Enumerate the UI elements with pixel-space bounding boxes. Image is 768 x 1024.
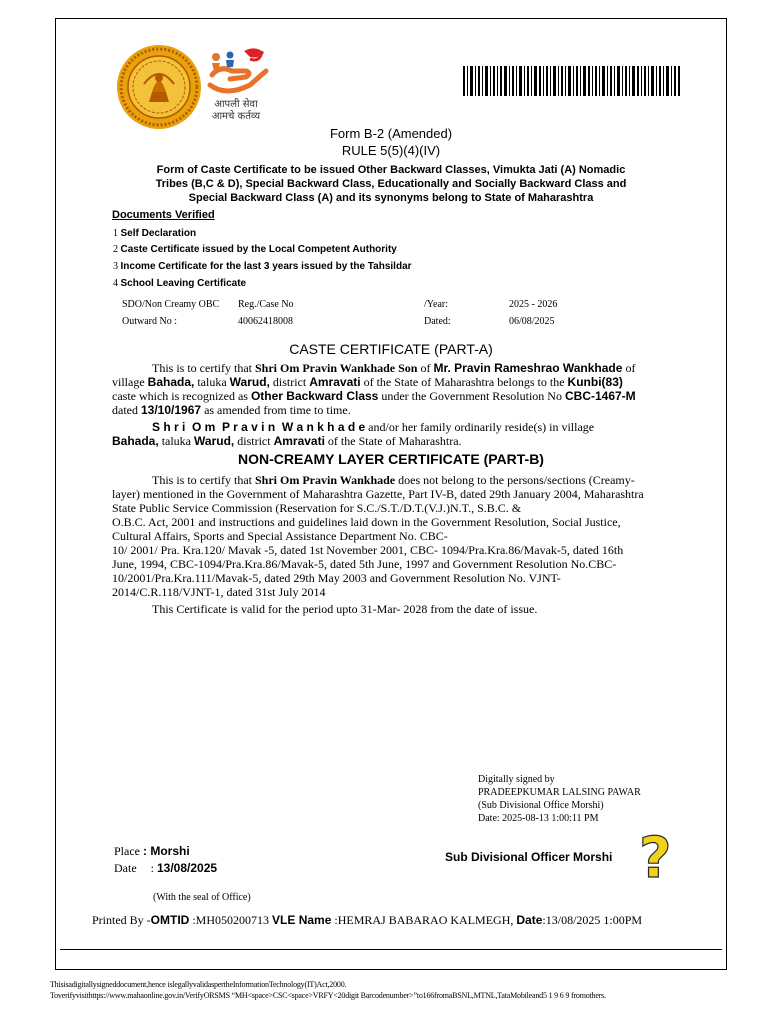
text: of [622, 361, 636, 375]
place-value: : Morshi [143, 844, 190, 858]
text: This is to certify that [152, 473, 255, 487]
rule-title: RULE 5(5)(4)(IV) [341, 143, 441, 158]
part-a-line [112, 403, 712, 417]
form-description-line: Tribes (B,C & D), Special Backward Class, Educationally and Socially Backward Class and [155, 178, 627, 190]
validity-line: This Certificate is valid for the period upto 31-Mar- 2028 from the date of issue. [152, 602, 538, 616]
certificate-sheet [55, 18, 727, 970]
document-item [113, 244, 397, 255]
part-b-line: State Public Service Commission (Reservation for S.C./S.T./D.T.(V.J.)N.T., S.B.C. & [112, 501, 522, 515]
text: dated [112, 403, 141, 417]
part-b-paragraph [112, 473, 712, 616]
part-b-line: layer) mentioned in the Government of Maharashtra Gazette, Part IV-B, dated 29th January 2004, Maharashtra [112, 487, 644, 501]
part-b-line: 10/2001/Pra.Kra.111/Mavak-5, dated 29th May 2003 and Government Resolution No. VJNT- [112, 571, 561, 585]
part-b-line: June, 1994, CBC-1094/Pra.Kra.86/Mavak-5, dated 5th June, 1997 and Government Resolution No.CBC- [112, 557, 617, 571]
outward-label: Outward No : [122, 316, 177, 327]
text: district [269, 375, 310, 389]
text: of the State of Maharashtra. [324, 434, 462, 448]
printed-by-line [92, 913, 642, 928]
logo-tagline [196, 99, 276, 123]
dated-value: 06/08/2025 [509, 316, 555, 327]
signature-line: Digitally signed by [478, 774, 555, 785]
vle-value: :HEMRAJ BABARAO KALMEGH, [331, 913, 517, 927]
document-item-text: Income Certificate for the last 3 years issued by the Tahsildar [120, 261, 412, 272]
printed-date-label: Date [516, 913, 543, 927]
reg-case-label: Reg./Case No [238, 299, 294, 310]
signature-line: (Sub Divisional Office Morshi) [478, 800, 604, 811]
seal-note: (With the seal of Office) [153, 892, 251, 903]
document-item [113, 278, 246, 289]
form-description [56, 163, 726, 205]
document-item-num: 3 [113, 261, 118, 272]
document-item-text: School Leaving Certificate [120, 278, 247, 289]
printed-by-prefix: Printed By - [92, 913, 151, 927]
maharashtra-state-seal-icon [116, 44, 202, 130]
printed-date-value: :13/08/2025 1:00PM [542, 913, 643, 927]
text: district [234, 434, 274, 448]
logo-tagline-line2: आमचे कर्तव्य [211, 111, 261, 122]
village: Bahada, [147, 375, 195, 389]
part-a-paragraph [112, 361, 712, 448]
form-description-line: Form of Caste Certificate to be issued Other Backward Classes, Vimukta Jati (A) Nomadic [156, 164, 626, 176]
part-a-line [112, 375, 712, 389]
part-b-title: NON-CREAMY LAYER CERTIFICATE (PART-B) [238, 451, 544, 467]
father-name: Mr. Pravin Rameshrao Wankhade [433, 361, 623, 375]
text: taluka [194, 375, 230, 389]
applicant-name: Shri Om Pravin Wankhade Son [254, 361, 418, 375]
officer-title: Sub Divisional Officer Morshi [445, 850, 613, 864]
document-item-num: 2 [113, 244, 118, 255]
text: This is to certify that [152, 361, 255, 375]
text: caste which is recognized as [112, 389, 251, 403]
signer-name: PRADEEPKUMAR LALSING PAWAR [478, 787, 641, 798]
part-b-line: 2014/C.R.118/VJNT-1, dated 31st July 2014 [112, 585, 326, 599]
part-a-title: CASTE CERTIFICATE (PART-A) [289, 341, 493, 357]
text: as amended from time to time. [201, 403, 351, 417]
year-label: /Year: [424, 299, 448, 310]
gr-date: 13/10/1967 [141, 403, 202, 417]
document-item-num: 4 [113, 278, 118, 289]
part-a-line [112, 434, 712, 448]
digital-signature-block [478, 773, 641, 825]
category: Other Backward Class [250, 389, 379, 403]
footer-divider [60, 949, 722, 950]
place-label: Place [114, 844, 140, 858]
part-b-line: Cultural Affairs, Sports and Special Assistance Department No. CBC- [112, 529, 448, 543]
signature-date: Date: 2025-08-13 1:00:11 PM [478, 813, 599, 824]
part-a-line [112, 361, 712, 375]
date-label: Date [114, 861, 137, 875]
form-description-line: Special Backward Class (A) and its synonyms belong to State of Maharashtra [188, 192, 594, 204]
part-a-line [112, 389, 712, 403]
question-mark-icon: ? [639, 826, 672, 891]
document-item [113, 261, 412, 272]
year-value: 2025 - 2026 [509, 299, 558, 310]
text: does not belong to the persons/sections (Creamy- [395, 473, 635, 487]
date-row [114, 861, 217, 876]
part-a-line [112, 420, 712, 434]
document-item-text: Self Declaration [120, 228, 197, 239]
verify-note: Toverifyvisithttps://www.mahaonline.gov.in/VerifyORSMS “MH<space>CSC<space>VRFY<20digit Barcodenumber>”to166fromaBSNL,MTNL,TataMobileand5 1 9 6 9 fromothers. [50, 991, 606, 1000]
legal-note: Thisisadigitallysigneddocument,hence islegallyvalidaspertheInformationTechnology(IT)Act,2000. [50, 980, 347, 989]
district: Amravati [309, 375, 361, 389]
logo-tagline-line1: आपली सेवा [214, 99, 258, 110]
barcode-icon [463, 66, 681, 96]
outward-value: 40062418008 [238, 316, 293, 327]
applicant-name-spaced: S h r i O m P r a v i n W a n k h a d e [152, 420, 366, 434]
documents-verified-heading: Documents Verified [112, 209, 215, 221]
text: taluka [158, 434, 195, 448]
gr-number: CBC-1467-M [564, 389, 636, 403]
village: Bahada, [112, 434, 159, 448]
part-b-line: O.B.C. Act, 2001 and instructions and guidelines laid down in the Government Resolution, Social Justice, [112, 515, 621, 529]
taluka: Warud, [194, 434, 235, 448]
omtid-label: OMTID [150, 913, 190, 927]
document-item-text: Caste Certificate issued by the Local Competent Authority [120, 244, 397, 255]
text: of the State of Maharashtra belongs to the [360, 375, 568, 389]
dated-label: Dated: [424, 316, 451, 327]
part-b-line: 10/ 2001/ Pra. Kra.120/ Mavak -5, dated 1st November 2001, CBC- 1094/Pra.Kra.86/Mavak-5, dated 16th [112, 543, 624, 557]
taluka: Warud, [229, 375, 270, 389]
omtid-value: :MH050200713 [189, 913, 273, 927]
date-value: 13/08/2025 [157, 861, 218, 875]
applicant-name: Shri Om Pravin Wankhade [254, 473, 396, 487]
document-item-num: 1 [113, 228, 118, 239]
aapli-seva-hands-logo-icon [206, 45, 272, 101]
vle-label: VLE Name [272, 913, 332, 927]
text: village [112, 375, 148, 389]
district: Amravati [273, 434, 325, 448]
document-item [113, 228, 196, 239]
form-title: Form B-2 (Amended) [329, 126, 453, 141]
place-row [114, 844, 190, 859]
text: under the Government Resolution No [378, 389, 565, 403]
sdo-label: SDO/Non Creamy OBC [122, 299, 220, 310]
caste: Kunbi(83) [567, 375, 623, 389]
date-colon: : [150, 861, 154, 875]
text: and/or her family ordinarily reside(s) in village [365, 420, 595, 434]
text: of [417, 361, 434, 375]
part-b-line [112, 473, 712, 487]
